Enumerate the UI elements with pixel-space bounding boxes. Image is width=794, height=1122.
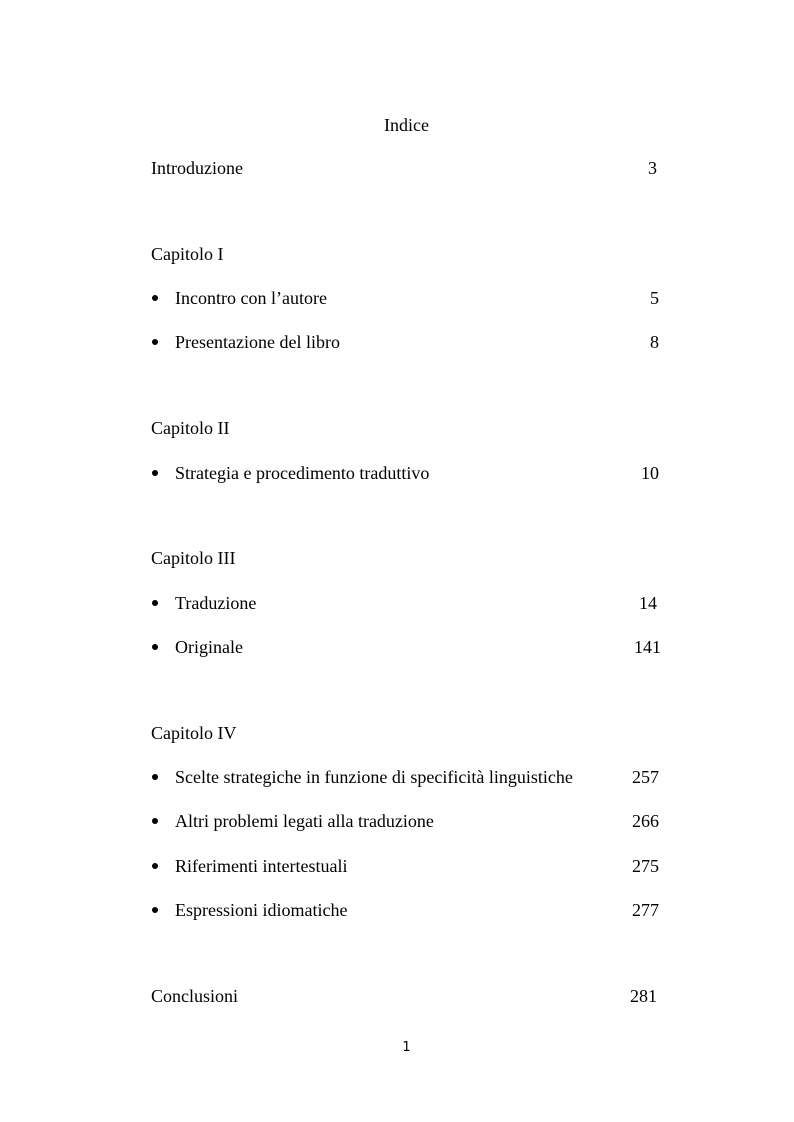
toc-entry-originale [151,636,659,658]
toc-entry-page: 277 [632,900,659,920]
toc-entry-scelte [151,766,659,788]
toc-entry-label: Conclusioni [151,986,239,1006]
chapter-heading-4 [151,722,659,744]
toc-entry-traduzione [151,592,659,614]
chapter-heading-1 [151,243,659,265]
toc-entry-page: 275 [632,856,659,876]
toc-entry-altri-problemi [151,810,659,832]
toc-entry-page: 3 [648,158,657,178]
bullet-icon [152,295,158,301]
toc-entry-page: 281 [630,986,657,1006]
toc-entry-presentazione [151,331,659,353]
toc-entry-label: Strategia e procedimento traduttivo [175,463,430,483]
chapter-heading-3 [151,547,659,569]
toc-entry-label: Espressioni idiomatiche [175,900,348,920]
toc-entry-label: Scelte strategiche in funzione di specificità linguistiche [175,767,573,787]
toc-entry-page: 14 [639,593,657,613]
toc-entry-label: Riferimenti intertestuali [175,856,348,876]
chapter-heading-label: Capitolo III [151,548,236,568]
index-title: Indice [384,115,429,135]
toc-entry-label: Originale [175,637,243,657]
bullet-icon [152,470,158,476]
toc-entry-page: 257 [632,767,659,787]
toc-entry-page: 5 [650,288,659,308]
bullet-icon [152,774,158,780]
toc-entry-page: 141 [634,637,661,657]
toc-entry-label: Traduzione [175,593,257,613]
chapter-heading-label: Capitolo I [151,244,224,264]
toc-entry-page: 8 [650,332,659,352]
toc-entry-label: Incontro con l’autore [175,288,327,308]
toc-entry-introduzione [151,157,659,179]
toc-entry-page: 10 [641,463,659,483]
toc-entry-espressioni [151,899,659,921]
bullet-icon [152,600,158,606]
chapter-heading-label: Capitolo IV [151,723,237,743]
toc-entry-label: Altri problemi legati alla traduzione [175,811,434,831]
chapter-heading-2 [151,417,659,439]
toc-entry-page: 266 [632,811,659,831]
toc-entry-riferimenti [151,855,659,877]
toc-entry-label: Introduzione [151,158,243,178]
bullet-icon [152,818,158,824]
toc-entry-strategia [151,462,659,484]
bullet-icon [152,907,158,913]
page-number: 1 [402,1040,411,1055]
toc-entry-conclusioni [151,985,659,1007]
bullet-icon [152,339,158,345]
toc-entry-label: Presentazione del libro [175,332,340,352]
bullet-icon [152,863,158,869]
toc-entry-incontro [151,287,659,309]
bullet-icon [152,644,158,650]
chapter-heading-label: Capitolo II [151,418,230,438]
